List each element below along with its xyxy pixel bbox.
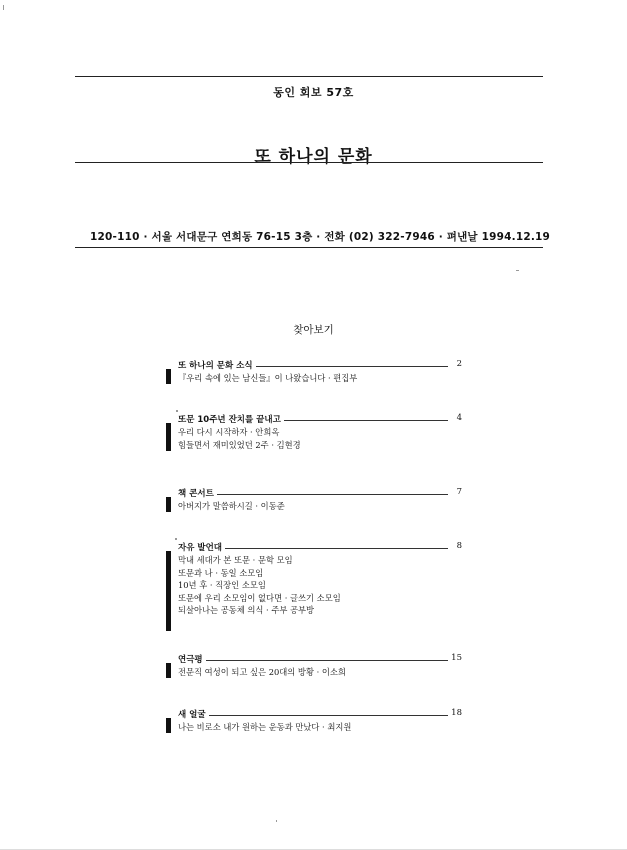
scan-speck bbox=[176, 410, 178, 412]
top-rule bbox=[75, 76, 543, 77]
section-page: 7 bbox=[456, 487, 462, 497]
toc-entry: 아버지가 말씀하시길 · 이동준 bbox=[178, 501, 285, 511]
leader-line bbox=[178, 494, 448, 495]
page-title: 또 하나의 문화 bbox=[254, 147, 373, 167]
toc-entry: 우리 다시 시작하자 · 안희옥 bbox=[178, 427, 280, 437]
toc-entry: 되살아나는 공동체 의식 · 주부 공부방 bbox=[178, 605, 315, 615]
section-page: 4 bbox=[456, 413, 462, 423]
section-label: 연극평 bbox=[178, 653, 206, 665]
scan-speck bbox=[516, 270, 519, 271]
section-page: 15 bbox=[451, 653, 462, 663]
toc-entry: 또문에 우리 소모임이 없다면 · 글쓰기 소모임 bbox=[178, 592, 341, 603]
section-label: 또 하나의 문화 소식 bbox=[178, 359, 256, 371]
section-marker bbox=[166, 423, 171, 451]
leader-line bbox=[178, 715, 448, 716]
issue-number: 동인 회보 57호 bbox=[273, 86, 354, 99]
section-label: 책 콘서트 bbox=[178, 487, 217, 499]
section-page: 8 bbox=[456, 541, 462, 551]
section-page: 18 bbox=[451, 708, 462, 718]
section-label: 또문 10주년 잔치를 끝내고 bbox=[178, 413, 284, 425]
scan-speck bbox=[175, 538, 177, 540]
address-rule bbox=[75, 247, 543, 248]
section-header bbox=[166, 359, 466, 372]
section-header bbox=[166, 653, 466, 666]
title-rule bbox=[75, 162, 543, 163]
toc-section bbox=[166, 541, 466, 617]
section-header bbox=[166, 487, 466, 500]
section-label: 자유 발언대 bbox=[178, 541, 225, 553]
section-header bbox=[166, 541, 466, 554]
toc-section bbox=[166, 653, 466, 679]
section-label: 새 얼굴 bbox=[178, 708, 209, 720]
toc-entry: 막내 세대가 본 또문 · 문학 모임 bbox=[178, 555, 293, 565]
section-marker bbox=[166, 551, 171, 631]
toc-entry: 힘들면서 재미있었던 2주 · 김현경 bbox=[178, 439, 301, 450]
toc-entry: 전문직 여성이 되고 싶은 20대의 방황 · 이소희 bbox=[178, 667, 346, 677]
section-header bbox=[166, 413, 466, 426]
toc-entry: 10년 후 · 직장인 소모임 bbox=[178, 580, 266, 590]
section-page: 2 bbox=[456, 359, 462, 369]
toc-title: 찾아보기 bbox=[293, 324, 334, 336]
toc-entry: 나는 비로소 내가 원하는 운동과 만났다 · 최지원 bbox=[178, 722, 352, 732]
scan-speck bbox=[3, 5, 4, 10]
section-header bbox=[166, 708, 466, 721]
toc-section bbox=[166, 708, 466, 734]
toc-entry: 또문과 나 · 동일 소모임 bbox=[178, 567, 264, 578]
address-line: 120-110 · 서울 서대문구 연희동 76-15 3층 · 전화 (02) 322-7946 · 펴낸날 1994.12.19 bbox=[90, 231, 551, 243]
leader-line bbox=[178, 660, 448, 661]
toc-section bbox=[166, 413, 466, 451]
toc-entry: 『우리 속에 있는 남신들』이 나왔습니다 · 편집부 bbox=[178, 373, 358, 383]
toc-section bbox=[166, 359, 466, 385]
toc-section bbox=[166, 487, 466, 513]
scan-speck bbox=[276, 820, 277, 822]
